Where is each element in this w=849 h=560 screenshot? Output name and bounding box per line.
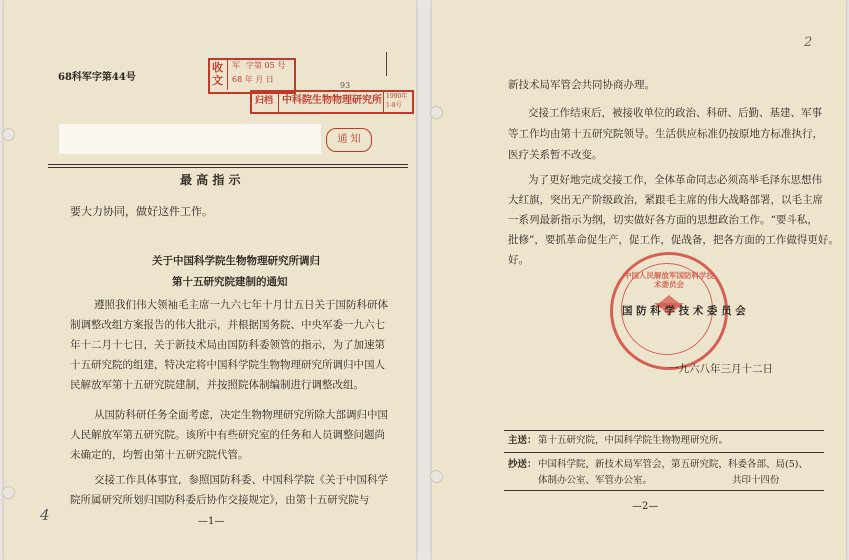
title-line-2: 第十五研究院建制的通知 xyxy=(172,276,288,288)
document-page-2 xyxy=(432,0,846,560)
punch-hole xyxy=(2,486,15,499)
page-mark: 93 xyxy=(340,81,351,90)
main-recipients: 第十五研究院，中国科学院生物物理研究所。 xyxy=(538,435,729,446)
document-page-1 xyxy=(4,0,416,560)
notice-badge: 通 知 xyxy=(326,128,372,152)
body-line: 新技术局军管会共同协商办理。 xyxy=(508,79,655,91)
body-line: 制调整改组方案报告的伟大批示，并根据国务院、中央军委一九六七 xyxy=(70,319,385,331)
body-line: 好。 xyxy=(508,254,529,266)
body-line: 医疗关系暂不改变。 xyxy=(508,149,603,161)
date: 一九六八年三月十二日 xyxy=(668,363,773,375)
pencil-mark: 4 xyxy=(40,506,50,524)
body-line: 从国防科研任务全面考虑，决定生物物理研究所除大部调归中国 xyxy=(94,409,388,421)
punch-hole xyxy=(430,470,443,483)
divider xyxy=(48,164,408,165)
quote: 要大力协同，做好这件工作。 xyxy=(70,205,213,218)
body-line: 大红旗，突出无产阶级政治，紧跟毛主席的伟大战略部署，以毛主席 xyxy=(508,194,823,206)
body-line: 人民解放军第五研究院。该所中有些研究室的任务和人员调整问题尚 xyxy=(70,429,385,441)
pen-stroke xyxy=(386,52,387,76)
page-number: —2— xyxy=(632,501,659,512)
page-number: —1— xyxy=(198,516,225,527)
divider xyxy=(504,490,824,491)
body-line: 为了更好地完成交接工作，全体革命同志必须高举毛泽东思想伟 xyxy=(528,174,822,186)
heading: 最 高 指 示 xyxy=(180,173,241,187)
cc-line: 体制办公室、军管办公室。 xyxy=(538,475,653,486)
cc-line: 中国科学院，新技术局军管会，第五研究院，科委各部、局(5)、 xyxy=(538,459,808,470)
divider xyxy=(504,430,824,431)
body-line: 民解放军第十五研究院建制，并按照院体制编制进行调整改组。 xyxy=(70,379,364,391)
copies-count: 共印十四份 xyxy=(732,475,780,486)
body-line: 年十二月十七日，关于新技术局由国防科委领管的指示，为了加速第 xyxy=(70,339,385,351)
body-line: 未确定的，均暂由第十五研究院代管。 xyxy=(70,449,249,461)
divider xyxy=(48,167,408,168)
punch-hole xyxy=(430,106,443,119)
pencil-mark: 2 xyxy=(804,35,813,50)
body-line: 院所属研究所划归国防科委后协作交接规定》，由第十五研究院与 xyxy=(70,494,370,506)
divider xyxy=(504,452,824,453)
document-number: 68科军字第44号 xyxy=(58,72,136,83)
archive-stamp: 归档 中科院生物物理研究所 1990年 1-8号 xyxy=(250,90,414,114)
body-line: 交接工作具体事宜，参照国防科委、中国科学院《关于中国科学 xyxy=(94,474,388,486)
body-line: 一系列最新指示为纲，切实做好各方面的思想政治工作。“要斗私， xyxy=(508,214,818,226)
official-seal: 中国人民解放军国防科学技术委员会 xyxy=(610,252,728,370)
main-recipients-label: 主送： xyxy=(508,435,537,446)
title-line-1: 关于中国科学院生物物理研究所调归 xyxy=(152,255,320,267)
signature: 国 防 科 学 技 术 委 员 会 xyxy=(622,305,746,317)
body-line: 遵照我们伟大领袖毛主席一九六七年十月廿五日关于国防科研体 xyxy=(94,299,388,311)
body-line: 等工作均由第十五研究院领导。生活供应标准仍按原地方标准执行， xyxy=(508,128,823,140)
received-stamp: 收 文 军 字第 05 号 68 年 月 日 xyxy=(208,58,296,94)
cc-label: 抄送： xyxy=(508,459,537,470)
body-line: 交接工作结束后，被接收单位的政治、科研、后勤、基建、军事 xyxy=(528,107,822,119)
redacted-recipient xyxy=(59,124,321,154)
punch-hole xyxy=(2,128,15,141)
body-line: 批修”，要抓革命促生产，促工作，促战备，把各方面的工作做得更好。 xyxy=(508,234,839,246)
body-line: 十五研究院的组建，特决定将中国科学院生物物理研究所调归中国人 xyxy=(70,359,385,371)
